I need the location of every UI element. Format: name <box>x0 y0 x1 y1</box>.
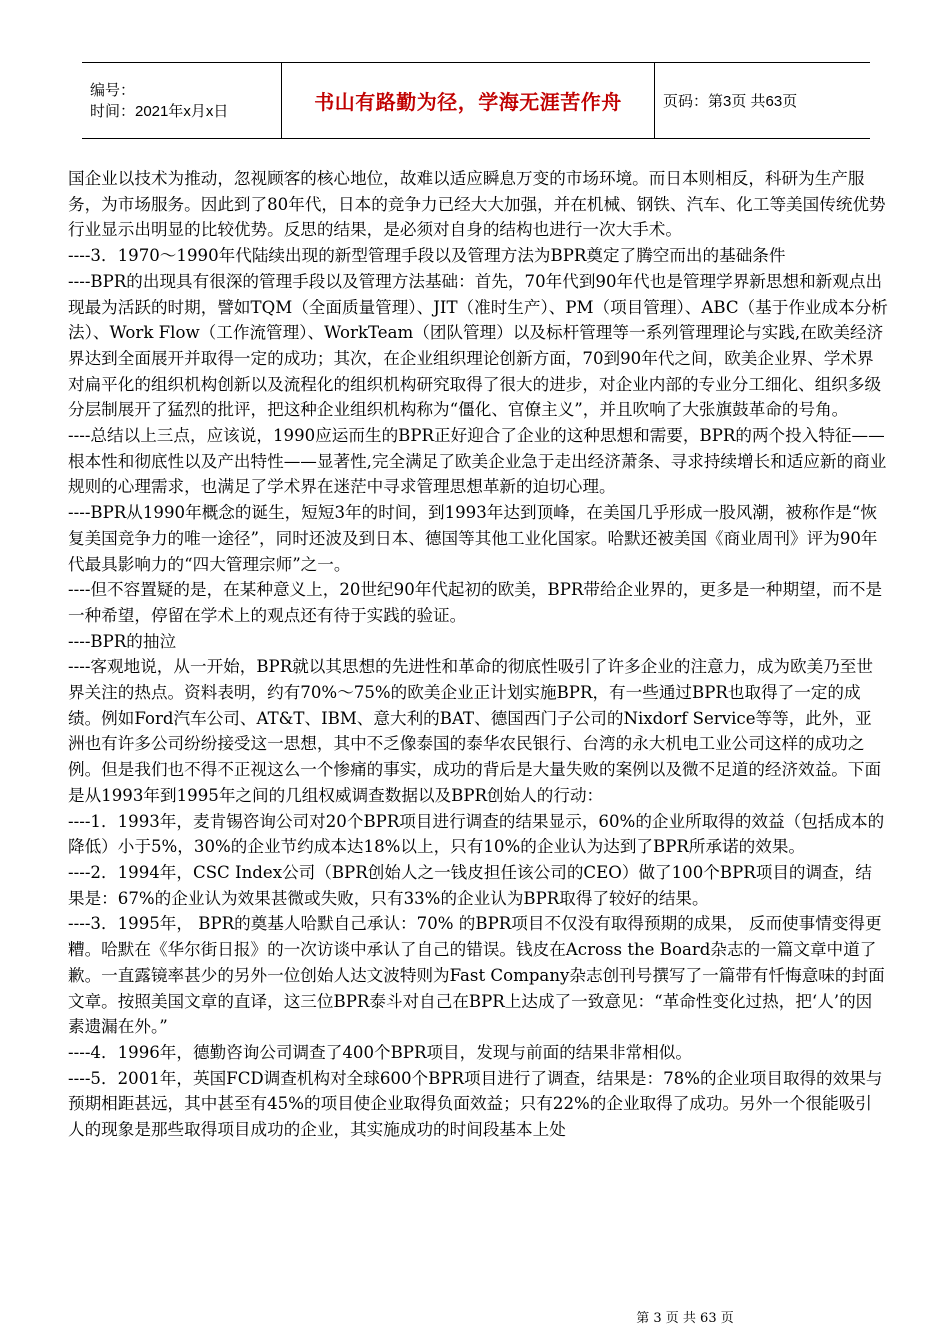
paragraph: 国企业以技术为推动，忽视顾客的核心地位，故难以适应瞬息万变的市场环境。而日本则相反，科研为生产服务，为市场服务。因此到了80年代，日本的竞争力已经大大加强，并在机械、钢铁、汽车、化工等美国传统优势行业显示出明显的比较优势。反思的结果，是必须对自身的结构也进行一次大手术。 <box>68 169 886 240</box>
paragraph: ----4．1996年，德勤咨询公司调查了400个BPR项目，发现与前面的结果非常相似。 <box>68 1042 692 1062</box>
header-meta <box>82 63 282 138</box>
paragraph: ----2．1994年，CSC Index公司（BPR创始人之一钱皮担任该公司的CEO）做了100个BPR项目的调查，结果是：67%的企业认为效果甚微或失败，只有33%的企业认为BPR取得了较好的结果。 <box>68 862 872 908</box>
paragraph: ----客观地说，从一开始，BPR就以其思想的先进性和革命的彻底性吸引了许多企业的注意力，成为欧美乃至世界关注的热点。资料表明，约有70%～75%的欧美企业正计划实施BPR，有一些通过BPR也取得了一定的成绩。例如Ford汽车公司、AT&T、IBM、意大利的BAT、德国西门子公司的Nixdorf Service等等，此外，亚洲也有许多公司纷纷接受这一思想，其中不乏像泰国的泰华农民银行、台湾的永大机电工业公司这样的成功之例。但是我们也不得不正视这么一个惨痛的事实，成功的背后是大量失败的案例以及微不足道的经济效益。下面是从1993年到1995年之间的几组权威调查数据以及BPR创始人的行动： <box>68 657 882 805</box>
header-page-info: 页码：第3页 共63页 <box>663 93 798 110</box>
document-header <box>82 62 870 139</box>
header-page-cell <box>655 63 870 138</box>
paragraph: ----3．1970～1990年代陆续出现的新型管理手段以及管理方法为BPR奠定了腾空而出的基础条件 <box>68 246 786 266</box>
paragraph: ----3．1995年， BPR的奠基人哈默自己承认：70% 的BPR项目不仅没有取得预期的成果， 反而使事情变得更糟。哈默在《华尔街日报》的一次访谈中承认了自己的错误。钱皮在Across the Board杂志的一篇文章中道了歉。一直露镜率甚少的另外一位创始人达文波特则为Fast Company杂志创刊号撰写了一篇带有忏悔意味的封面文章。按照美国文章的直译，这三位BPR泰斗对自己在BPR上达成了一致意见：“革命性变化过热，把‘人’的因素遗漏在外。” <box>68 914 885 1037</box>
section-heading: ----BPR的抽泣 <box>68 631 177 651</box>
footer-page-number: 第 3 页 共 63 页 <box>636 1311 734 1326</box>
paragraph: ----BPR从1990年概念的诞生，短短3年的时间，到1993年达到顶峰，在美国几乎形成一股风潮，被称作是“恢复美国竞争力的唯一途径”，同时还波及到日本、德国等其他工业化国家。哈默还被美国《商业周刊》评为90年代最具影响力的“四大管理宗师”之一。 <box>68 503 878 574</box>
document-date: 时间：2021年x月x日 <box>90 102 229 120</box>
paragraph: ----但不容置疑的是，在某种意义上，20世纪90年代起初的欧美，BPR带给企业界的，更多是一种期望，而不是一种希望，停留在学术上的观点还有待于实践的验证。 <box>68 580 883 625</box>
header-motto: 书山有路勤为径，学海无涯苦作舟 <box>314 90 622 114</box>
document-number-label: 编号： <box>90 81 136 99</box>
paragraph: ----1．1993年，麦肯锡咨询公司对20个BPR项目进行调查的结果显示，60%的企业所取得的效益（包括成本的降低）小于5%，30%的企业节约成本达18%以上，只有10%的企业认为达到了BPR所承诺的效果。 <box>68 811 885 857</box>
paragraph: ----BPR的出现具有很深的管理手段以及管理方法基础：首先，70年代到90年代也是管理学界新思想和新观点出现最为活跃的时期，譬如TQM（全面质量管理）、JIT（准时生产）、PM（项目管理）、ABC（基于作业成本分析法）、Work Flow（工作流管理）、WorkTeam（团队管理）以及标杆管理等一系列管理理论与实践,在欧美经济界达到全面展开并取得一定的成功；其次，在企业组织理论创新方面，70到90年代之间，欧美企业界、学术界对扁平化的组织机构创新以及流程化的组织机构研究取得了很大的进步，对企业内部的专业分工细化、组织多级分层制展开了猛烈的批评，把这种企业组织机构称为“僵化、官僚主义”，并且吹响了大张旗鼓革命的号角。 <box>68 271 888 420</box>
paragraph: ----5．2001年，英国FCD调查机构对全球600个BPR项目进行了调查，结果是：78%的企业项目取得的效果与预期相距甚远，其中甚至有45%的项目使企业取得负面效益；只有22%的企业取得了成功。另外一个很能吸引人的现象是那些取得项目成功的企业，其实施成功的时间段基本上处 <box>68 1068 883 1140</box>
page-footer <box>0 1307 950 1326</box>
paragraph: ----总结以上三点，应该说，1990应运而生的BPR正好迎合了企业的这种思想和需要，BPR的两个投入特征——根本性和彻底性以及产出特性——显著性,完全满足了欧美企业急于走出经济萧条、寻求持续增长和适应新的商业规则的心理需求，也满足了学术界在迷茫中寻求管理思想革新的迫切心理。 <box>68 426 887 497</box>
header-motto-cell <box>282 63 655 138</box>
document-body <box>68 166 888 1143</box>
